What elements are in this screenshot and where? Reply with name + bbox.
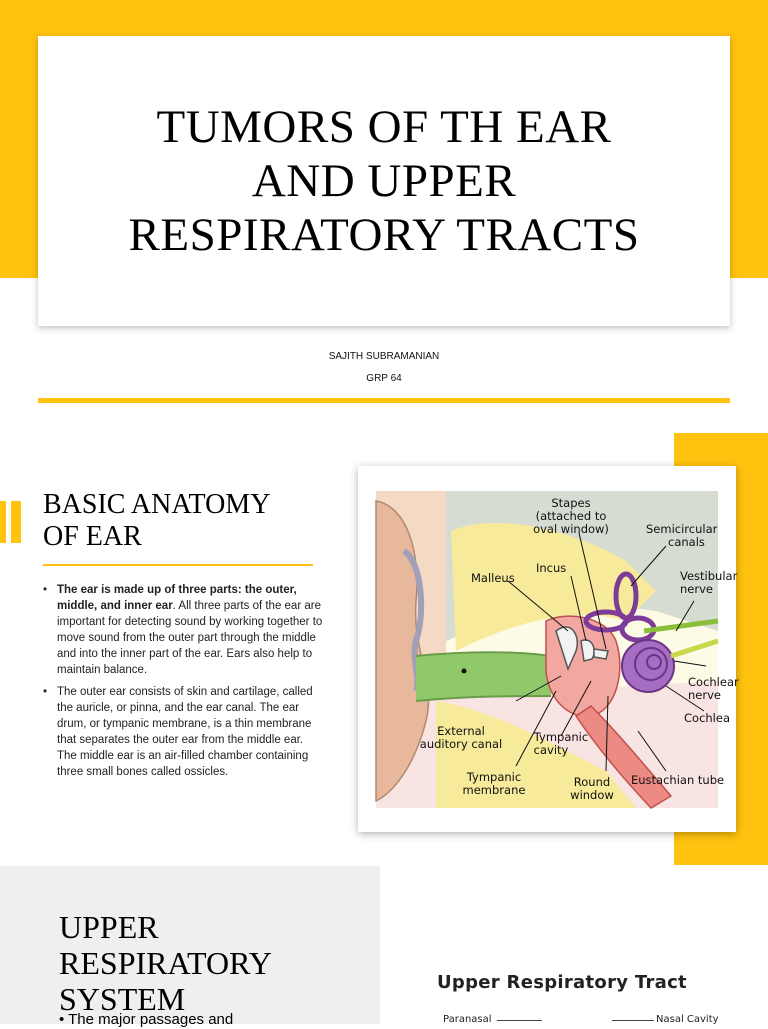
list-item	[43, 684, 323, 780]
bullet-text: The outer ear consists of skin and cartilage, called the auricle, or pinna, and the ear canal. The ear drum, or tympanic membrane, is a thin membrane that separates the outer ear from the middle ear. The middle ear is an air-filled chamber containing three small bones called ossicles.	[57, 686, 313, 778]
accent-bar	[11, 501, 21, 543]
ear-diagram-card	[358, 466, 739, 832]
label-paranasal: Paranasal	[443, 1014, 492, 1025]
title-underline	[43, 564, 313, 566]
label-cochlea: Cochlea	[684, 711, 730, 725]
label-stapes: Stapes (attached to oval window)	[533, 496, 609, 536]
label-vestibular-nerve: Vestibular nerve	[680, 569, 738, 596]
label-incus: Incus	[536, 561, 567, 575]
list-item	[43, 582, 323, 678]
pointer-line	[497, 1020, 542, 1021]
label-eustachian-tube: Eustachian tube	[631, 773, 725, 787]
slide-title: UPPER RESPIRATORY SYSTEM	[59, 909, 272, 1017]
title-card	[38, 36, 730, 326]
label-nasal-cavity: Nasal Cavity	[656, 1014, 719, 1025]
pointer-line	[612, 1020, 654, 1021]
slide-title: BASIC ANATOMY OF EAR	[43, 489, 271, 552]
label-round-window: Round window	[570, 775, 614, 802]
bullet-text: . All three parts of the ear are important for detecting sound by working together to move sound from the outer part through the middle and into the inner part of the ear. Ears also help to maintain balance.	[57, 600, 323, 676]
label-malleus: Malleus	[471, 571, 515, 585]
accent-bar	[0, 501, 6, 543]
label-tympanic-cavity: Tympanic cavity	[533, 730, 589, 757]
label-semicircular-canals: Semicircular canals	[646, 522, 718, 549]
group-label: GRP 64	[366, 373, 402, 384]
ear-anatomy-diagram	[376, 491, 739, 808]
author-name: SAJITH SUBRAMANIAN	[328, 351, 440, 362]
bullet-bold-text: The ear is made up of three parts: the outer, middle, and inner ear	[57, 584, 297, 612]
label-cochlear-nerve: Cochlear nerve	[688, 675, 739, 702]
title-divider	[38, 398, 730, 403]
presentation-title: TUMORS OF TH EAR AND UPPER RESPIRATORY TRACTS	[128, 101, 640, 261]
bullet-list	[43, 582, 323, 786]
label-external-auditory-canal: External auditory canal	[419, 724, 503, 751]
bullet-text: • The major passages and	[59, 1011, 234, 1028]
label-tympanic-membrane: Tympanic membrane	[462, 770, 526, 797]
respiratory-image-title: Upper Respiratory Tract	[437, 972, 687, 993]
